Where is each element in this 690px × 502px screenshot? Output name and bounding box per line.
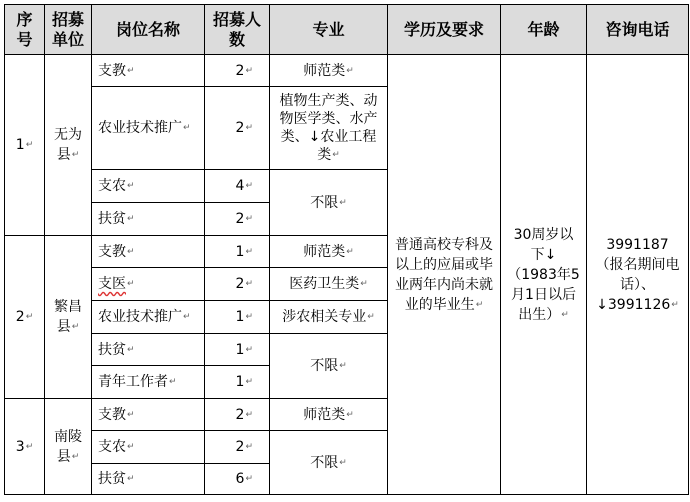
major-cell: 不限 ↵ — [270, 334, 388, 399]
header-major: 专业 — [270, 5, 388, 55]
unit-cell: 繁昌县 ↵ — [45, 236, 92, 399]
major-cell: 植物生产类、动物医学类、水产类、↓农业工程类 ↵ — [270, 87, 388, 170]
phone-cell: 3991187（报名期间电话）、↓3991126 ↵ — [587, 55, 689, 495]
post-cell: 支教 ↵ — [92, 55, 205, 87]
post-cell: 支教 ↵ — [92, 236, 205, 268]
header-count: 招募人数 — [205, 5, 270, 55]
post-cell — [92, 268, 205, 301]
post-cell: 支农 ↵ — [92, 170, 205, 203]
count-cell: 2 ↵ — [205, 268, 270, 301]
major-cell: 师范类 ↵ — [270, 399, 388, 431]
seq-cell: 3 ↵ — [5, 399, 45, 495]
count-cell: 1 ↵ — [205, 366, 270, 399]
header-seq: 序号 — [5, 5, 45, 55]
seq-cell: 1 ↵ — [5, 55, 45, 236]
post-cell: 支农 ↵ — [92, 431, 205, 464]
major-cell: 医药卫生类 ↵ — [270, 268, 388, 301]
major-cell: 师范类 ↵ — [270, 55, 388, 87]
count-cell: 2 ↵ — [205, 431, 270, 464]
major-cell: 师范类 ↵ — [270, 236, 388, 268]
count-cell: 2 ↵ — [205, 203, 270, 236]
seq-cell: 2 ↵ — [5, 236, 45, 399]
age-cell: 30周岁以下↓（1983年5月1日以后出生） ↵ — [501, 55, 587, 495]
count-cell: 6 ↵ — [205, 464, 270, 495]
header-phone: 咨询电话 — [587, 5, 689, 55]
count-cell: 2 ↵ — [205, 87, 270, 170]
count-cell: 4 ↵ — [205, 170, 270, 203]
unit-cell: 无为县 ↵ — [45, 55, 92, 236]
unit-cell: 南陵县 ↵ — [45, 399, 92, 495]
header-post: 岗位名称 — [92, 5, 205, 55]
post-cell: 扶贫 ↵ — [92, 203, 205, 236]
post-cell: 农业技术推广 ↵ — [92, 87, 205, 170]
major-cell: 涉农相关专业 ↵ — [270, 301, 388, 334]
header-unit: 招募单位 — [45, 5, 92, 55]
major-cell: 不限 ↵ — [270, 431, 388, 495]
table-row — [5, 55, 689, 87]
major-cell: 不限 ↵ — [270, 170, 388, 236]
count-cell: 2 ↵ — [205, 55, 270, 87]
recruitment-table — [4, 4, 689, 495]
post-cell: 支教 ↵ — [92, 399, 205, 431]
post-text: 支医 — [98, 276, 126, 292]
count-cell: 1 ↵ — [205, 236, 270, 268]
count-cell: 1 ↵ — [205, 301, 270, 334]
education-cell: 普通高校专科及以上的应届或毕业两年内尚未就业的毕业生 ↵ — [388, 55, 501, 495]
post-cell: 青年工作者 ↵ — [92, 366, 205, 399]
header-row — [5, 5, 689, 55]
count-cell: 2 ↵ — [205, 399, 270, 431]
header-age: 年龄 — [501, 5, 587, 55]
header-education: 学历及要求 — [388, 5, 501, 55]
post-cell: 扶贫 ↵ — [92, 334, 205, 366]
post-cell: 农业技术推广 ↵ — [92, 301, 205, 334]
count-cell: 1 ↵ — [205, 334, 270, 366]
post-cell: 扶贫 ↵ — [92, 464, 205, 495]
